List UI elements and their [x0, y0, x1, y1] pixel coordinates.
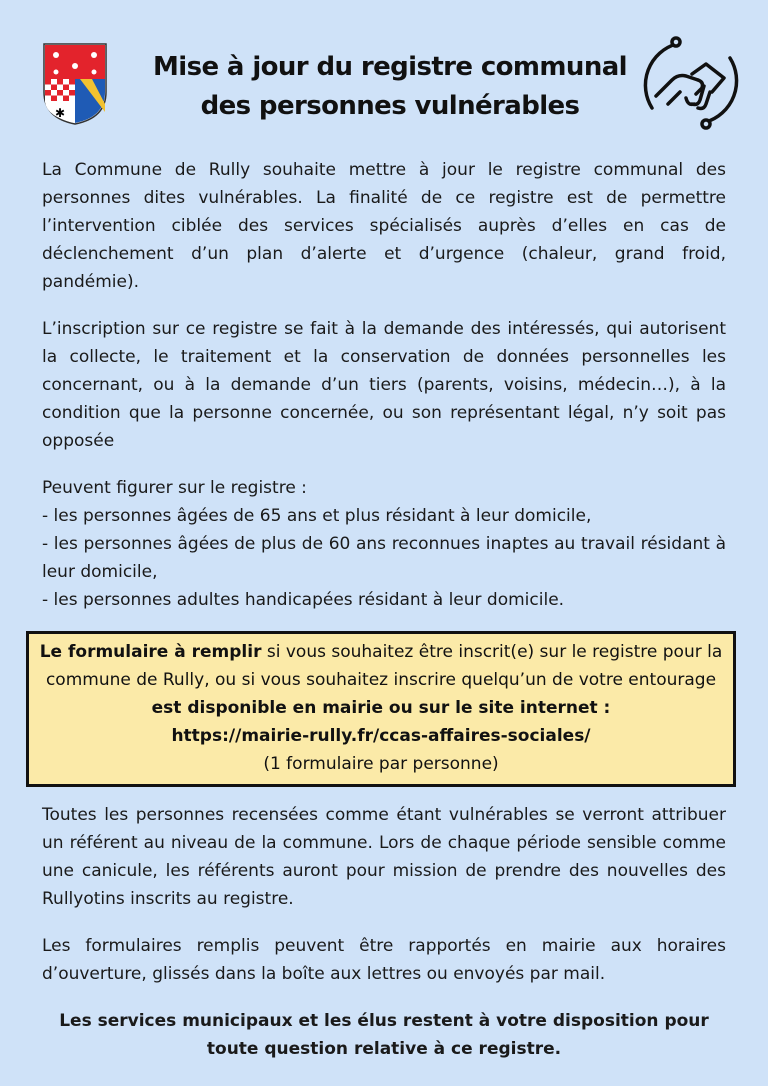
title-line-1: Mise à jour du registre communal	[152, 52, 627, 82]
form-info-box	[26, 631, 736, 787]
intro-paragraph: La Commune de Rully souhaite mettre à jour le registre communal des personnes dites vulnérables. La finalité de ce registre est de permettre l’intervention ciblée des services spécialisés auprès d’elles en cas de déclenchement d’un plan d’alerte et d’urgence (chaleur, grand froid, pandémie).	[42, 160, 726, 292]
coat-of-arms-icon	[42, 42, 108, 126]
form-url-link[interactable]: https://mairie-rully.fr/ccas-affaires-sociales/	[171, 726, 591, 746]
list-item: - les personnes âgées de plus de 60 ans reconnues inaptes au travail résidant à leur domicile,	[42, 534, 726, 582]
header	[0, 0, 768, 140]
page-title	[140, 48, 640, 126]
inscription-paragraph: L’inscription sur ce registre se fait à la demande des intéressés, qui autorisent la collecte, le traitement et la conservation de données personnelles les concernant, ou à la demande d’un tiers (parents, voisins, médecin…), à la condition que la personne concernée, ou son représentant légal, n’y soit pas opposée	[42, 319, 726, 451]
list-item: - les personnes âgées de 65 ans et plus résidant à leur domicile,	[42, 506, 592, 526]
referent-paragraph: Toutes les personnes recensées comme étant vulnérables se verront attribuer un référent au niveau de la commune. Lors de chaque période sensible comme une canicule, les référents auront pour mission de prendre des nouvelles des Rullyotins inscrits au registre.	[42, 805, 726, 909]
title-line-2: des personnes vulnérables	[200, 91, 580, 121]
list-item: - les personnes adultes handicapées résidant à leur domicile.	[42, 590, 565, 610]
box-bold-end: est disponible en mairie ou sur le site internet :	[151, 698, 611, 718]
closing-statement: Les services municipaux et les élus restent à votre disposition pour toute question relative à ce registre.	[59, 1011, 709, 1059]
box-text-middle: si vous souhaitez être inscrit(e) sur le registre pour la commune de Rully, ou si vous souhaitez inscrire quelqu’un de votre entourage	[45, 642, 723, 690]
return-forms-paragraph: Les formulaires remplis peuvent être rapportés en mairie aux horaires d’ouverture, glissés dans la boîte aux lettres ou envoyés par mail.	[42, 936, 726, 984]
handshake-icon	[642, 34, 740, 132]
svg-text:✱: ✱	[55, 106, 66, 120]
eligibility-list	[42, 474, 726, 614]
eligibility-heading: Peuvent figurer sur le registre :	[42, 478, 307, 498]
box-note: (1 formulaire par personne)	[263, 754, 499, 774]
box-bold-start: Le formulaire à remplir	[39, 642, 262, 662]
main-content	[39, 156, 726, 1063]
